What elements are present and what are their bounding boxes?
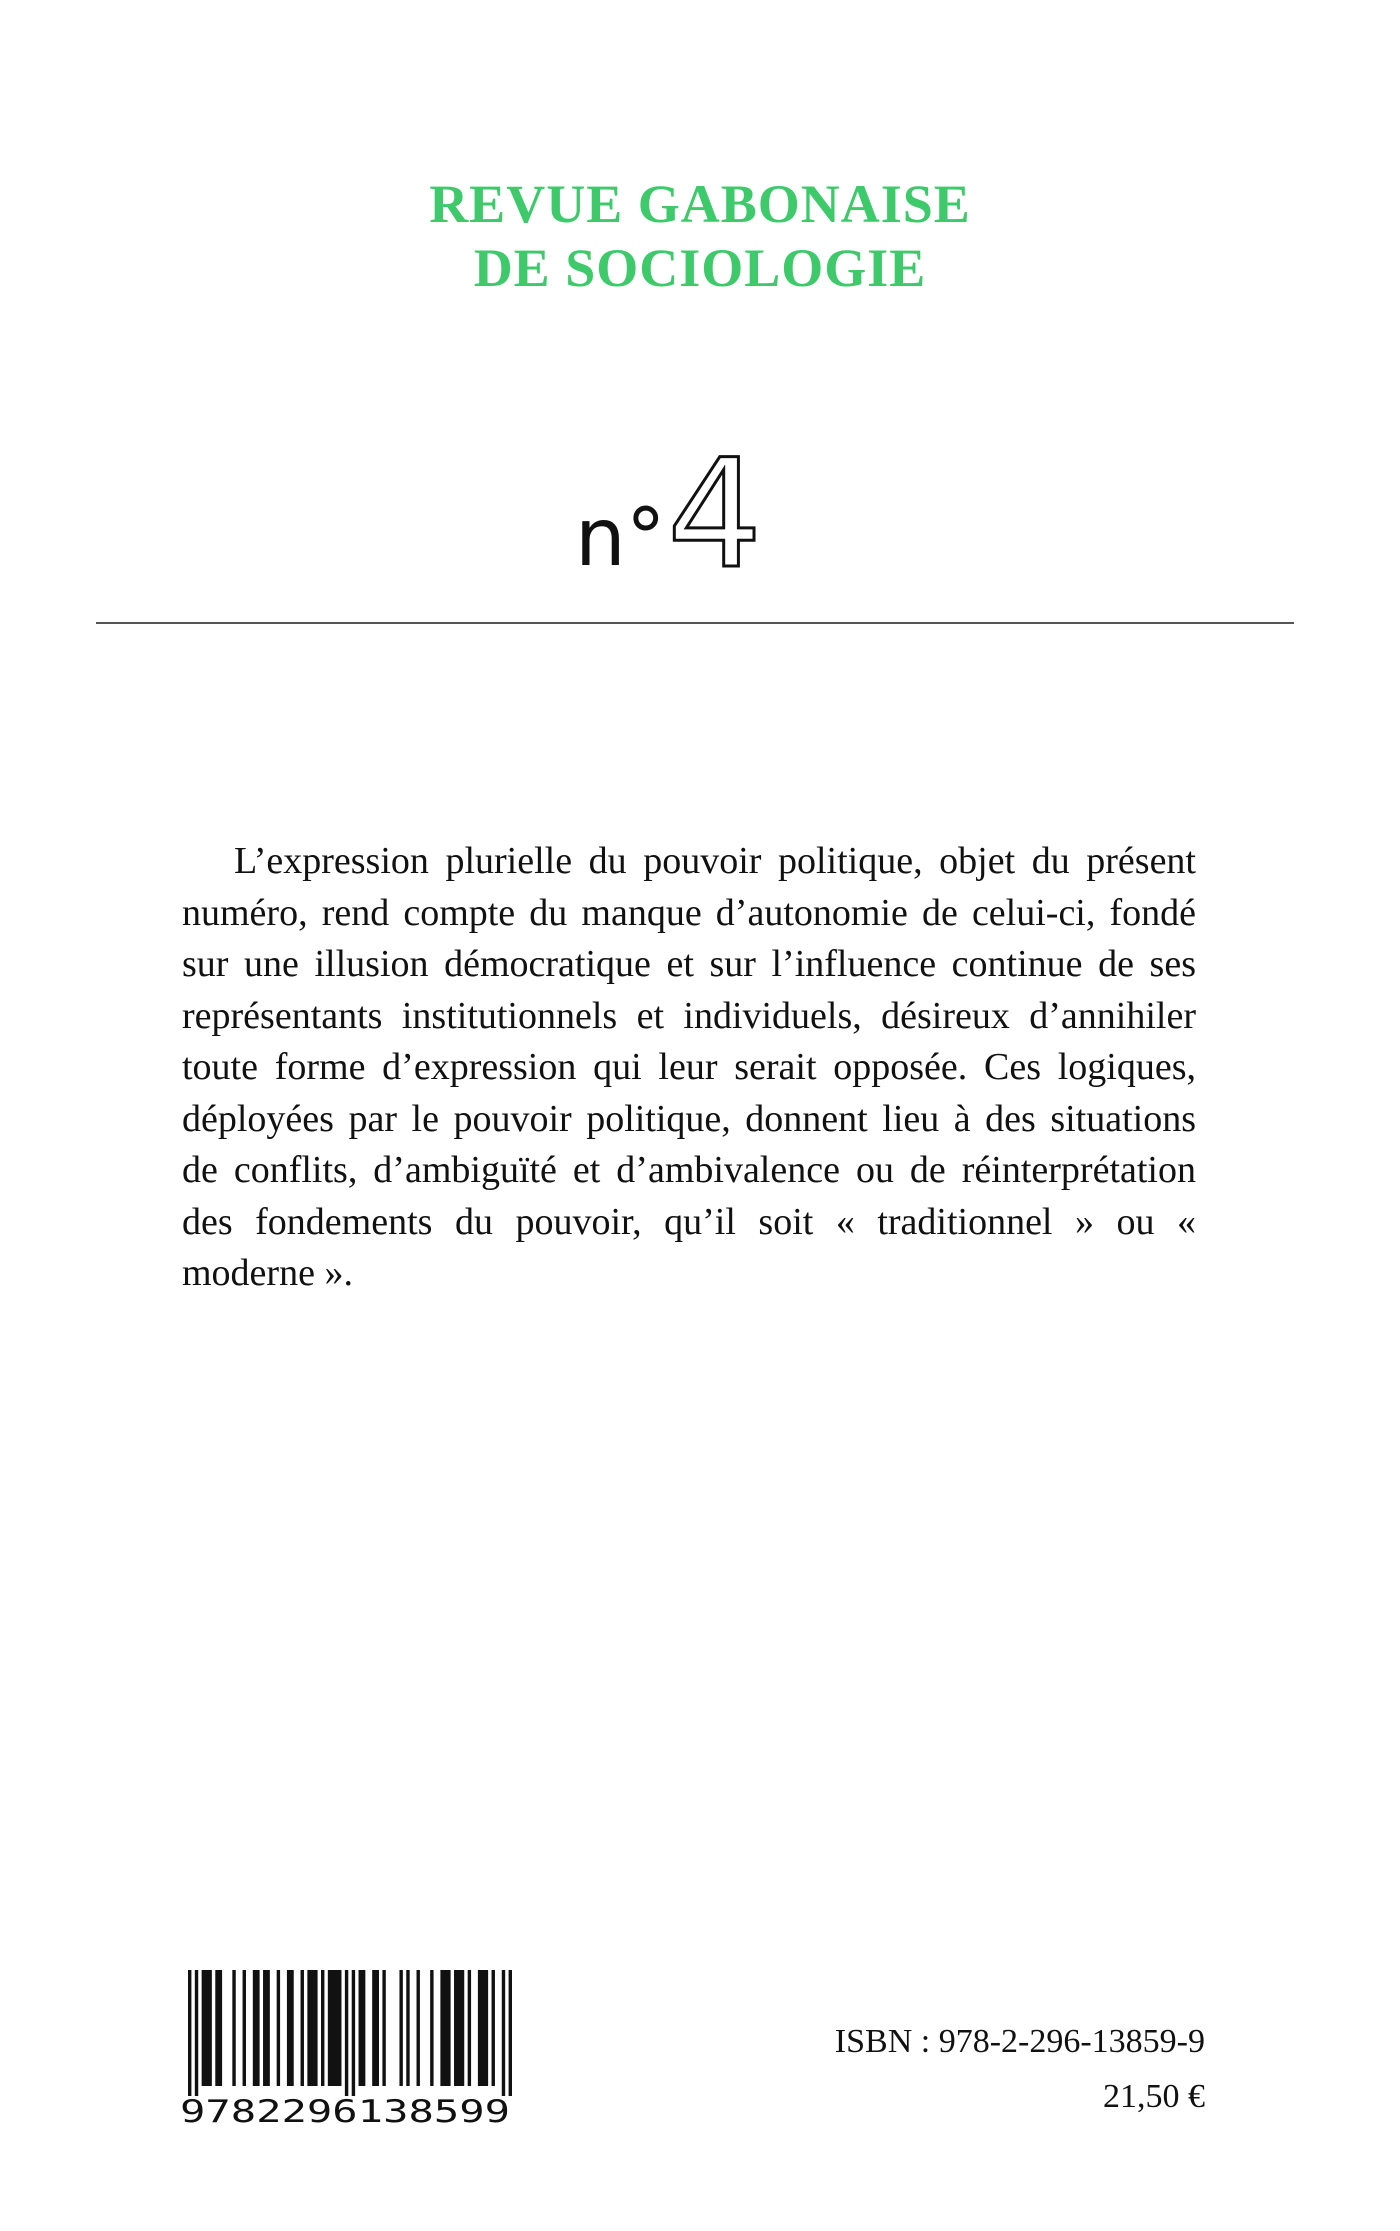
barcode-bar [253,1970,260,2086]
barcode-bar [345,1970,348,2096]
barcode-bar [399,1970,402,2086]
price: 21,50 € [1103,2078,1205,2115]
barcode-bar [232,1970,235,2086]
barcode-bar [382,1970,385,2086]
barcode-bar [263,1970,270,2086]
issue-number-block [575,428,975,602]
journal-title-line-2: DE SOCIOLOGIE [473,238,927,298]
barcode-bar [195,1970,198,2096]
isbn-barcode [180,1970,514,2130]
barcode-bar [509,1970,512,2096]
barcode-bar [277,1970,280,2086]
journal-title [0,172,1400,300]
issue-prefix: n° [575,491,666,584]
back-cover-description: L’expression plurielle du pouvoir politique, objet du présent numéro, rend compte du manque d’autonomie de celui-ci, fondé sur une illusion démocratique et sur l’influence continue de ses représentants institutionnels et individuels, désireux d’annihiler toute forme d’expression qui leur serait opposée. Ces logiques, déployées par le pouvoir politique, donnent lieu à des situations de conflits, d’ambiguïté et d’ambivalence ou de réinterprétation des fondements du pouvoir, qu’il soit « traditionnel » ou « moderne ». [182,840,1196,1294]
issue-number: 4 [667,428,763,602]
barcode-bar [188,1970,191,2096]
barcode-bar [440,1970,450,2086]
barcode-bar [359,1970,366,2086]
barcode-bar [372,1970,379,2086]
barcode-bar [478,1970,488,2086]
barcode-bar [301,1970,304,2086]
barcode-bar [243,1970,246,2086]
barcode-bar [430,1970,433,2086]
barcode-bar [215,1970,222,2086]
barcode-bar [352,1970,355,2096]
barcode-bar [321,1970,324,2086]
barcode-digits: 9782296138599 [180,2094,510,2130]
barcode-graphic [180,1970,514,2130]
barcode-bar [406,1970,409,2086]
barcode-bar [492,1970,495,2086]
barcode-bar [417,1970,420,2086]
barcode-bar [307,1970,317,2086]
barcode-bar [328,1970,342,2086]
barcode-bar [202,1970,212,2086]
barcode-bar [468,1970,471,2086]
horizontal-divider [96,622,1294,624]
isbn-number: ISBN : 978-2-296-13859-9 [834,2023,1205,2060]
barcode-bar [502,1970,505,2096]
barcode-bar [454,1970,464,2086]
journal-title-line-1: REVUE GABONAISE [429,174,971,234]
barcode-bar [287,1970,294,2086]
